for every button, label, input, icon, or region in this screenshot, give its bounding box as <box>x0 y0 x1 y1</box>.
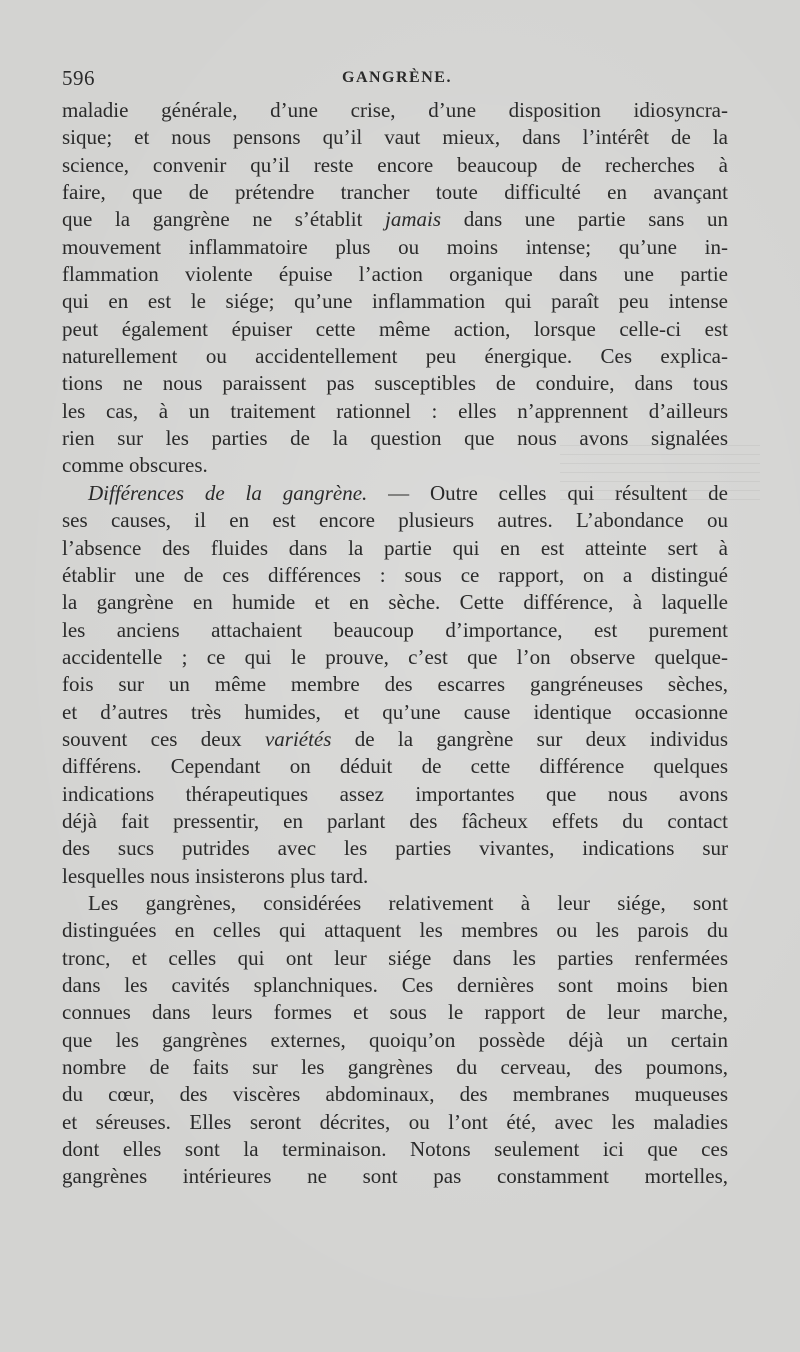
text-line: les anciens attachaient beaucoup d’importance, est purement <box>62 617 728 642</box>
text-line: que les gangrènes externes, quoiqu’on possède déjà un certain <box>62 1027 728 1052</box>
text-line: dans les cavités splanchniques. Ces dernières sont moins bien <box>62 973 728 997</box>
text-line: et d’autres très humides, et qu’une cause identique occasionne <box>62 699 728 724</box>
text-line: indications thérapeutiques assez importantes que nous avons <box>62 781 728 806</box>
text-line: établir une de ces différences : sous ce rapport, on a distingué <box>62 562 728 587</box>
text-run: — Outre celles qui résultent de <box>367 480 728 505</box>
text-line: déjà fait pressentir, en parlant des fâcheux effets du contact <box>62 808 728 833</box>
text-line: sique; et nous pensons qu’il vaut mieux, dans l’intérêt de la <box>62 125 728 150</box>
body-text <box>62 97 728 1191</box>
text-line: maladie générale, d’une crise, d’une disposition idiosyncra- <box>62 98 728 122</box>
italic-text-run: Différences de la gangrène. <box>88 480 368 505</box>
text-line <box>62 206 728 233</box>
text-line: accidentelle ; ce qui le prouve, c’est que l’on observe quelque- <box>62 644 728 669</box>
text-line: flammation violente épuise l’action organique dans une partie <box>62 262 728 287</box>
text-line: lesquelles nous insisterons plus tard. <box>62 863 369 888</box>
text-line: fois sur un même membre des escarres gangréneuses sèches, <box>62 672 728 697</box>
text-line: tronc, et celles qui ont leur siége dans les parties renfermées <box>62 945 728 970</box>
text-run: de la gangrène sur deux individus <box>331 726 728 751</box>
text-line: la gangrène en humide et en sèche. Cette différence, à laquelle <box>62 590 728 615</box>
text-line <box>62 726 728 753</box>
text-line: et séreuses. Elles seront décrites, ou l’ont été, avec les maladies <box>62 1109 728 1134</box>
text-line: naturellement ou accidentellement peu énergique. Ces explica- <box>62 344 728 369</box>
text-line: comme obscures. <box>62 453 208 478</box>
italic-text-run: jamais <box>385 207 442 232</box>
page-header <box>62 66 727 92</box>
text-line: peut également épuiser cette même action, lorsque celle-ci est <box>62 316 728 341</box>
text-line <box>62 480 728 507</box>
text-line: gangrènes intérieures ne sont pas constamment mortelles, <box>62 1164 728 1189</box>
italic-text-run: variétés <box>264 726 332 751</box>
text-line: nombre de faits sur les gangrènes du cerveau, des poumons, <box>62 1055 728 1080</box>
running-head: GANGRÈNE. <box>342 69 452 86</box>
text-line: connues dans leurs formes et sous le rapport de leur marche, <box>62 1000 728 1025</box>
text-line: tions ne nous paraissent pas susceptibles de conduire, dans tous <box>62 371 728 396</box>
page-number: 596 <box>62 66 95 90</box>
text-line: du cœur, des viscères abdominaux, des membranes muqueuses <box>62 1082 728 1107</box>
text-line: Les gangrènes, considérées relativement à leur siége, sont <box>88 890 728 915</box>
text-line: l’absence des fluides dans la partie qui en est atteinte sert à <box>62 535 728 560</box>
text-line: qui en est le siége; qu’une inflammation qui paraît peu intense <box>62 289 728 314</box>
text-line: les cas, à un traitement rationnel : elles n’apprennent d’ailleurs <box>62 398 728 423</box>
text-run: souvent ces deux <box>62 726 265 751</box>
text-run: dans une partie sans un <box>441 207 728 232</box>
text-line: distinguées en celles qui attaquent les membres ou les parois du <box>62 918 728 943</box>
text-run: que la gangrène ne s’établit <box>62 207 386 232</box>
text-line: faire, que de prétendre trancher toute difficulté en avançant <box>62 180 728 205</box>
text-line: rien sur les parties de la question que nous avons signalées <box>62 426 728 451</box>
text-line: différens. Cependant on déduit de cette différence quelques <box>62 754 728 779</box>
text-line: dont elles sont la terminaison. Notons seulement ici que ces <box>62 1137 728 1162</box>
text-line: ses causes, il en est encore plusieurs autres. L’abondance ou <box>62 508 728 533</box>
text-line: mouvement inflammatoire plus ou moins intense; qu’une in- <box>62 234 728 259</box>
text-line: science, convenir qu’il reste encore beaucoup de recherches à <box>62 152 728 177</box>
text-line: des sucs putrides avec les parties vivantes, indications sur <box>62 836 728 861</box>
